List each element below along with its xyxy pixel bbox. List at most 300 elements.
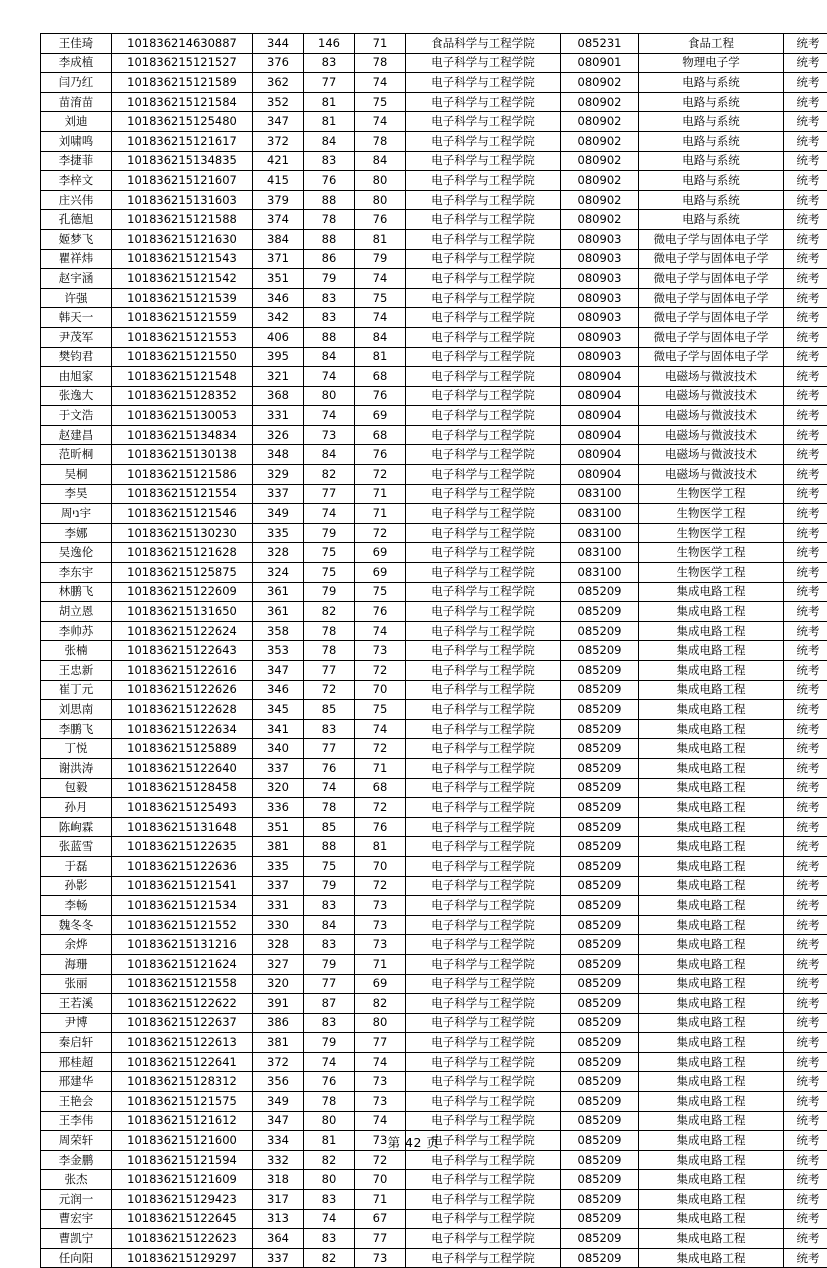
cell-subject-two: 72 (355, 661, 406, 681)
cell-exam-id: 101836215128352 (112, 386, 253, 406)
cell-college: 电子科学与工程学院 (406, 210, 561, 230)
cell-college: 电子科学与工程学院 (406, 1111, 561, 1131)
table-row (41, 288, 827, 308)
cell-exam-id: 101836215121554 (112, 484, 253, 504)
cell-major-name: 电磁场与微波技术 (639, 445, 784, 465)
cell-subject-one: 75 (304, 856, 355, 876)
cell-exam-id: 101836214630887 (112, 34, 253, 54)
cell-major-code: 085209 (561, 1092, 639, 1112)
cell-subject-two: 71 (355, 758, 406, 778)
cell-subject-one: 83 (304, 1013, 355, 1033)
cell-total-score: 336 (253, 798, 304, 818)
cell-exam-id: 101836215121527 (112, 53, 253, 73)
cell-exam-id: 101836215122628 (112, 700, 253, 720)
cell-major-name: 集成电路工程 (639, 935, 784, 955)
cell-subject-two: 72 (355, 798, 406, 818)
cell-college: 电子科学与工程学院 (406, 386, 561, 406)
cell-college: 电子科学与工程学院 (406, 1131, 561, 1151)
cell-subject-one: 77 (304, 661, 355, 681)
table-row (41, 563, 827, 583)
cell-major-code: 085209 (561, 915, 639, 935)
cell-total-score: 395 (253, 347, 304, 367)
cell-name: 刘迪 (41, 112, 112, 132)
cell-name: 于磊 (41, 856, 112, 876)
cell-exam-id: 101836215128458 (112, 778, 253, 798)
cell-college: 电子科学与工程学院 (406, 171, 561, 191)
table-row (41, 739, 827, 759)
cell-subject-one: 76 (304, 758, 355, 778)
cell-subject-one: 83 (304, 151, 355, 171)
table-row (41, 1033, 827, 1053)
cell-college: 电子科学与工程学院 (406, 543, 561, 563)
cell-exam-id: 101836215125493 (112, 798, 253, 818)
table-row (41, 269, 827, 289)
cell-major-code: 085209 (561, 994, 639, 1014)
cell-total-score: 347 (253, 661, 304, 681)
cell-exam-id: 101836215121609 (112, 1170, 253, 1190)
table-row (41, 504, 827, 524)
table-row (41, 73, 827, 93)
table-row (41, 1150, 827, 1170)
cell-total-score: 361 (253, 582, 304, 602)
cell-subject-two: 72 (355, 523, 406, 543)
cell-major-code: 085209 (561, 1111, 639, 1131)
cell-subject-one: 76 (304, 171, 355, 191)
cell-college: 食品科学与工程学院 (406, 34, 561, 54)
cell-subject-two: 73 (355, 915, 406, 935)
cell-major-name: 集成电路工程 (639, 974, 784, 994)
table-row (41, 151, 827, 171)
cell-name: 胡立恩 (41, 602, 112, 622)
table-row (41, 680, 827, 700)
table-row (41, 327, 827, 347)
cell-total-score: 376 (253, 53, 304, 73)
cell-exam-type: 统考 (784, 73, 827, 93)
cell-major-code: 085209 (561, 680, 639, 700)
cell-subject-two: 73 (355, 896, 406, 916)
cell-exam-type: 统考 (784, 1092, 827, 1112)
cell-exam-type: 统考 (784, 367, 827, 387)
cell-subject-one: 83 (304, 288, 355, 308)
cell-exam-id: 101836215121594 (112, 1150, 253, 1170)
cell-subject-one: 82 (304, 465, 355, 485)
cell-major-name: 集成电路工程 (639, 719, 784, 739)
cell-exam-id: 101836215121534 (112, 896, 253, 916)
cell-college: 电子科学与工程学院 (406, 915, 561, 935)
table-row (41, 1248, 827, 1268)
cell-major-code: 085209 (561, 641, 639, 661)
cell-college: 电子科学与工程学院 (406, 151, 561, 171)
cell-major-name: 生物医学工程 (639, 504, 784, 524)
cell-subject-two: 76 (355, 445, 406, 465)
cell-total-score: 349 (253, 504, 304, 524)
cell-exam-type: 统考 (784, 269, 827, 289)
cell-major-code: 080904 (561, 406, 639, 426)
cell-subject-two: 77 (355, 1033, 406, 1053)
cell-major-code: 080903 (561, 269, 639, 289)
cell-name: 任向阳 (41, 1248, 112, 1268)
cell-major-code: 083100 (561, 484, 639, 504)
cell-exam-type: 统考 (784, 327, 827, 347)
cell-exam-type: 统考 (784, 778, 827, 798)
cell-exam-id: 101836215122623 (112, 1229, 253, 1249)
cell-exam-id: 101836215121589 (112, 73, 253, 93)
cell-exam-id: 101836215121607 (112, 171, 253, 191)
cell-college: 电子科学与工程学院 (406, 1052, 561, 1072)
cell-subject-one: 79 (304, 876, 355, 896)
cell-subject-one: 84 (304, 915, 355, 935)
cell-exam-type: 统考 (784, 602, 827, 622)
cell-exam-type: 统考 (784, 131, 827, 151)
cell-college: 电子科学与工程学院 (406, 1209, 561, 1229)
cell-college: 电子科学与工程学院 (406, 465, 561, 485)
cell-major-name: 集成电路工程 (639, 1033, 784, 1053)
cell-exam-type: 统考 (784, 1248, 827, 1268)
cell-subject-two: 80 (355, 190, 406, 210)
table-row (41, 1170, 827, 1190)
cell-exam-id: 101836215134834 (112, 425, 253, 445)
table-row (41, 954, 827, 974)
cell-major-name: 生物医学工程 (639, 523, 784, 543)
cell-exam-type: 统考 (784, 288, 827, 308)
cell-college: 电子科学与工程学院 (406, 327, 561, 347)
table-body (41, 34, 827, 1268)
cell-subject-two: 68 (355, 367, 406, 387)
cell-exam-id: 101836215121612 (112, 1111, 253, 1131)
cell-college: 电子科学与工程学院 (406, 994, 561, 1014)
cell-name: 刘思南 (41, 700, 112, 720)
cell-subject-two: 75 (355, 288, 406, 308)
cell-subject-two: 77 (355, 1229, 406, 1249)
cell-subject-one: 146 (304, 34, 355, 54)
cell-subject-two: 74 (355, 621, 406, 641)
cell-exam-id: 101836215121584 (112, 92, 253, 112)
cell-name: 瞿祥炜 (41, 249, 112, 269)
cell-major-name: 集成电路工程 (639, 915, 784, 935)
cell-major-name: 集成电路工程 (639, 1229, 784, 1249)
cell-major-name: 电磁场与微波技术 (639, 367, 784, 387)
table-row (41, 915, 827, 935)
cell-subject-one: 82 (304, 602, 355, 622)
cell-name: 李成植 (41, 53, 112, 73)
cell-major-name: 集成电路工程 (639, 837, 784, 857)
cell-name: 海珊 (41, 954, 112, 974)
cell-subject-two: 80 (355, 1013, 406, 1033)
cell-exam-type: 统考 (784, 974, 827, 994)
table-row (41, 347, 827, 367)
cell-college: 电子科学与工程学院 (406, 954, 561, 974)
cell-subject-two: 73 (355, 1072, 406, 1092)
cell-name: 李畅 (41, 896, 112, 916)
cell-subject-one: 87 (304, 994, 355, 1014)
cell-major-code: 080902 (561, 210, 639, 230)
cell-college: 电子科学与工程学院 (406, 445, 561, 465)
cell-college: 电子科学与工程学院 (406, 249, 561, 269)
cell-total-score: 337 (253, 876, 304, 896)
cell-major-code: 080902 (561, 73, 639, 93)
cell-exam-id: 101836215122613 (112, 1033, 253, 1053)
cell-subject-one: 78 (304, 1092, 355, 1112)
cell-total-score: 324 (253, 563, 304, 583)
cell-exam-type: 统考 (784, 229, 827, 249)
table-row (41, 229, 827, 249)
cell-subject-two: 73 (355, 935, 406, 955)
cell-exam-type: 统考 (784, 563, 827, 583)
cell-major-code: 085231 (561, 34, 639, 54)
cell-subject-one: 78 (304, 621, 355, 641)
cell-exam-type: 统考 (784, 523, 827, 543)
cell-exam-type: 统考 (784, 406, 827, 426)
cell-total-score: 335 (253, 523, 304, 543)
cell-major-name: 集成电路工程 (639, 700, 784, 720)
cell-major-code: 080904 (561, 465, 639, 485)
cell-subject-one: 85 (304, 817, 355, 837)
table-row (41, 1092, 827, 1112)
cell-total-score: 348 (253, 445, 304, 465)
table-row (41, 837, 827, 857)
cell-exam-type: 统考 (784, 484, 827, 504)
cell-subject-two: 68 (355, 425, 406, 445)
cell-name: 闫乃红 (41, 73, 112, 93)
cell-major-code: 085209 (561, 876, 639, 896)
cell-exam-type: 统考 (784, 1033, 827, 1053)
cell-name: 范昕桐 (41, 445, 112, 465)
cell-name: 李金鹏 (41, 1150, 112, 1170)
cell-subject-two: 74 (355, 308, 406, 328)
cell-total-score: 320 (253, 778, 304, 798)
table-row (41, 602, 827, 622)
cell-subject-one: 74 (304, 778, 355, 798)
cell-college: 电子科学与工程学院 (406, 758, 561, 778)
cell-subject-two: 71 (355, 1190, 406, 1210)
cell-exam-type: 统考 (784, 935, 827, 955)
cell-total-score: 334 (253, 1131, 304, 1151)
cell-exam-type: 统考 (784, 210, 827, 230)
cell-college: 电子科学与工程学院 (406, 288, 561, 308)
cell-exam-type: 统考 (784, 876, 827, 896)
cell-total-score: 372 (253, 1052, 304, 1072)
cell-subject-one: 77 (304, 73, 355, 93)
cell-major-name: 集成电路工程 (639, 1131, 784, 1151)
cell-name: 林鹏飞 (41, 582, 112, 602)
cell-exam-type: 统考 (784, 112, 827, 132)
cell-subject-one: 83 (304, 935, 355, 955)
cell-total-score: 347 (253, 1111, 304, 1131)
cell-major-name: 微电子学与固体电子学 (639, 229, 784, 249)
cell-college: 电子科学与工程学院 (406, 406, 561, 426)
cell-subject-one: 88 (304, 190, 355, 210)
cell-major-name: 集成电路工程 (639, 661, 784, 681)
cell-total-score: 342 (253, 308, 304, 328)
cell-subject-one: 79 (304, 582, 355, 602)
cell-exam-id: 101836215121630 (112, 229, 253, 249)
cell-subject-one: 85 (304, 700, 355, 720)
cell-total-score: 329 (253, 465, 304, 485)
cell-exam-id: 101836215131648 (112, 817, 253, 837)
cell-name: 许强 (41, 288, 112, 308)
cell-total-score: 346 (253, 288, 304, 308)
table-row (41, 112, 827, 132)
cell-exam-id: 101836215121586 (112, 465, 253, 485)
cell-total-score: 318 (253, 1170, 304, 1190)
cell-major-name: 集成电路工程 (639, 1209, 784, 1229)
cell-name: 王艳会 (41, 1092, 112, 1112)
cell-subject-two: 79 (355, 249, 406, 269)
cell-exam-id: 101836215122635 (112, 837, 253, 857)
cell-subject-two: 76 (355, 386, 406, 406)
cell-college: 电子科学与工程学院 (406, 817, 561, 837)
cell-major-name: 生物医学工程 (639, 543, 784, 563)
cell-exam-type: 统考 (784, 347, 827, 367)
cell-exam-type: 统考 (784, 1013, 827, 1033)
table-row (41, 1052, 827, 1072)
cell-name: 李鹏飞 (41, 719, 112, 739)
cell-subject-one: 83 (304, 1190, 355, 1210)
admission-roster-table (40, 33, 827, 1268)
cell-exam-id: 101836215122626 (112, 680, 253, 700)
cell-name: 余烨 (41, 935, 112, 955)
cell-name: 邢桂超 (41, 1052, 112, 1072)
table-row (41, 935, 827, 955)
cell-exam-type: 统考 (784, 1072, 827, 1092)
cell-major-code: 080902 (561, 171, 639, 191)
cell-total-score: 349 (253, 1092, 304, 1112)
cell-exam-type: 统考 (784, 249, 827, 269)
cell-major-name: 集成电路工程 (639, 602, 784, 622)
cell-major-name: 集成电路工程 (639, 1190, 784, 1210)
cell-total-score: 341 (253, 719, 304, 739)
cell-name: 赵建昌 (41, 425, 112, 445)
cell-major-name: 集成电路工程 (639, 994, 784, 1014)
cell-subject-one: 80 (304, 1170, 355, 1190)
cell-subject-two: 80 (355, 171, 406, 191)
cell-name: 孔德旭 (41, 210, 112, 230)
cell-major-code: 085209 (561, 1229, 639, 1249)
table-row (41, 34, 827, 54)
cell-college: 电子科学与工程学院 (406, 974, 561, 994)
cell-total-score: 406 (253, 327, 304, 347)
table-row (41, 171, 827, 191)
cell-exam-type: 统考 (784, 1229, 827, 1249)
cell-total-score: 335 (253, 856, 304, 876)
cell-major-code: 085209 (561, 661, 639, 681)
cell-major-code: 085209 (561, 935, 639, 955)
cell-total-score: 358 (253, 621, 304, 641)
cell-name: 尹博 (41, 1013, 112, 1033)
cell-name: 曹宏宇 (41, 1209, 112, 1229)
cell-total-score: 351 (253, 817, 304, 837)
cell-name: 秦启轩 (41, 1033, 112, 1053)
cell-major-name: 微电子学与固体电子学 (639, 288, 784, 308)
cell-exam-id: 101836215130053 (112, 406, 253, 426)
cell-college: 电子科学与工程学院 (406, 837, 561, 857)
cell-exam-id: 101836215121588 (112, 210, 253, 230)
cell-name: 李捷菲 (41, 151, 112, 171)
cell-subject-one: 82 (304, 1248, 355, 1268)
table-row (41, 974, 827, 994)
cell-exam-id: 101836215131650 (112, 602, 253, 622)
cell-subject-one: 83 (304, 53, 355, 73)
cell-major-code: 080902 (561, 92, 639, 112)
cell-major-name: 微电子学与固体电子学 (639, 347, 784, 367)
cell-total-score: 326 (253, 425, 304, 445)
cell-exam-id: 101836215122640 (112, 758, 253, 778)
cell-name: 谢洪涛 (41, 758, 112, 778)
cell-exam-id: 101836215121548 (112, 367, 253, 387)
cell-major-name: 集成电路工程 (639, 1150, 784, 1170)
cell-major-code: 080904 (561, 386, 639, 406)
cell-college: 电子科学与工程学院 (406, 896, 561, 916)
cell-name: 李昊 (41, 484, 112, 504)
cell-subject-two: 74 (355, 269, 406, 289)
cell-subject-one: 74 (304, 406, 355, 426)
cell-major-name: 集成电路工程 (639, 876, 784, 896)
cell-major-code: 085209 (561, 817, 639, 837)
cell-subject-one: 77 (304, 739, 355, 759)
cell-exam-id: 101836215131603 (112, 190, 253, 210)
cell-subject-one: 78 (304, 798, 355, 818)
cell-exam-type: 统考 (784, 1170, 827, 1190)
cell-name: 李梓文 (41, 171, 112, 191)
cell-major-name: 电路与系统 (639, 131, 784, 151)
cell-exam-id: 101836215125480 (112, 112, 253, 132)
cell-major-code: 085209 (561, 719, 639, 739)
cell-total-score: 421 (253, 151, 304, 171)
cell-exam-id: 101836215122645 (112, 1209, 253, 1229)
cell-major-code: 080902 (561, 190, 639, 210)
table-row (41, 53, 827, 73)
cell-college: 电子科学与工程学院 (406, 641, 561, 661)
cell-exam-id: 101836215131216 (112, 935, 253, 955)
table-row (41, 817, 827, 837)
cell-college: 电子科学与工程学院 (406, 1033, 561, 1053)
cell-major-name: 集成电路工程 (639, 641, 784, 661)
cell-college: 电子科学与工程学院 (406, 680, 561, 700)
cell-total-score: 313 (253, 1209, 304, 1229)
cell-major-code: 085209 (561, 1190, 639, 1210)
cell-major-name: 集成电路工程 (639, 739, 784, 759)
cell-major-name: 集成电路工程 (639, 896, 784, 916)
cell-subject-one: 74 (304, 367, 355, 387)
cell-college: 电子科学与工程学院 (406, 1150, 561, 1170)
cell-college: 电子科学与工程学院 (406, 798, 561, 818)
cell-subject-two: 73 (355, 641, 406, 661)
cell-total-score: 345 (253, 700, 304, 720)
cell-college: 电子科学与工程学院 (406, 229, 561, 249)
cell-college: 电子科学与工程学院 (406, 308, 561, 328)
cell-subject-one: 81 (304, 1131, 355, 1151)
cell-major-code: 080902 (561, 131, 639, 151)
cell-college: 电子科学与工程学院 (406, 504, 561, 524)
cell-total-score: 337 (253, 484, 304, 504)
cell-name: 王忠新 (41, 661, 112, 681)
cell-exam-type: 统考 (784, 1150, 827, 1170)
cell-subject-one: 79 (304, 1033, 355, 1053)
cell-subject-one: 83 (304, 896, 355, 916)
cell-exam-id: 101836215121546 (112, 504, 253, 524)
cell-subject-two: 70 (355, 856, 406, 876)
cell-major-code: 085209 (561, 582, 639, 602)
cell-college: 电子科学与工程学院 (406, 700, 561, 720)
cell-exam-id: 101836215121542 (112, 269, 253, 289)
table-row (41, 445, 827, 465)
cell-exam-id: 101836215130138 (112, 445, 253, 465)
cell-major-name: 集成电路工程 (639, 1170, 784, 1190)
cell-subject-two: 81 (355, 347, 406, 367)
cell-college: 电子科学与工程学院 (406, 1190, 561, 1210)
table-row (41, 190, 827, 210)
cell-exam-type: 统考 (784, 308, 827, 328)
